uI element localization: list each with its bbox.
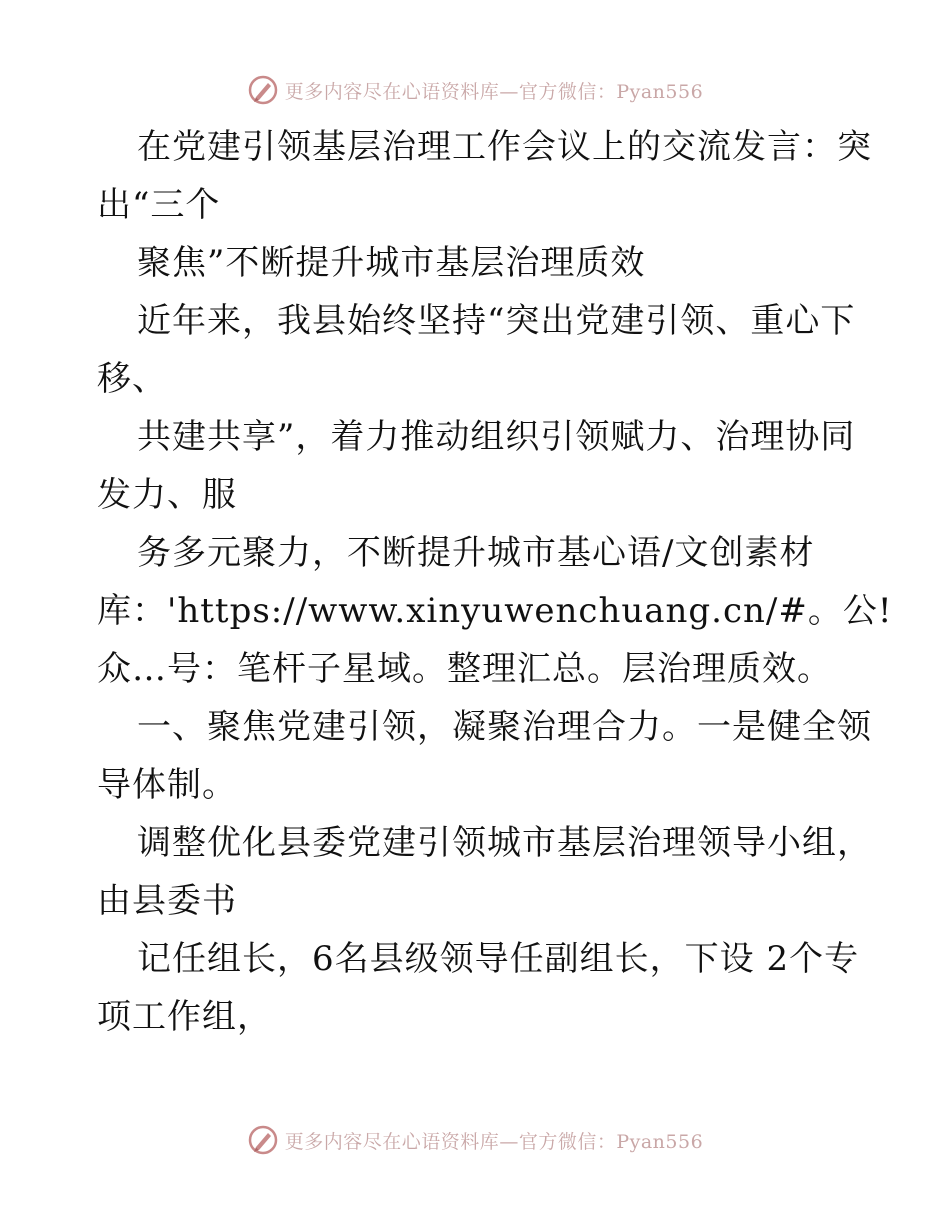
section-heading-line: 一、聚焦党建引领，凝聚治理合力。一是健全领 (137, 707, 872, 747)
title-line-2: 出“三个 (97, 185, 221, 225)
paragraph-line: 记任组长，6名县级领导任副组长，下设 2个专 (137, 939, 860, 979)
paragraph-line: 导体制。 (97, 765, 237, 805)
paragraph-line: 众…号：笔杆子星域。整理汇总。层治理质效。 (97, 649, 832, 689)
paragraph-line: 移、 (97, 359, 167, 399)
watermark-wechat-id: Pyan556 (616, 1130, 704, 1153)
watermark-official-label: 官方微信： (518, 1130, 617, 1153)
watermark-wechat-id: Pyan556 (616, 80, 704, 103)
paragraph-line: 调整优化县委党建引领城市基层治理领导小组， (137, 823, 872, 863)
paragraph-line: 近年来，我县始终坚持“突出党建引领、重心下 (137, 301, 856, 341)
watermark-site: 更多内容尽在心语资料库 (284, 1130, 500, 1153)
paragraph-line: 共建共享”，着力推动组织引领赋力、治理协同 (137, 417, 856, 457)
title-line-1: 在党建引领基层治理工作会议上的交流发言：突 (137, 127, 872, 167)
watermark-dash: — (499, 80, 519, 103)
pen-logo-icon (247, 1124, 279, 1156)
paragraph-line: 务多元聚力，不断提升城市基心语/文创素材 (137, 533, 815, 573)
watermark-official-label: 官方微信： (518, 80, 617, 103)
document-body (97, 118, 893, 1046)
title-line-3: 聚焦”不断提升城市基层治理质效 (137, 243, 646, 283)
header-watermark (0, 70, 950, 110)
watermark-dash: — (499, 1130, 519, 1153)
paragraph-line: 发力、服 (97, 475, 237, 515)
paragraph-line: 由县委书 (97, 881, 237, 921)
watermark-text (285, 1127, 703, 1154)
paragraph-line: 项工作组， (97, 997, 272, 1037)
watermark-site: 更多内容尽在心语资料库 (284, 80, 500, 103)
watermark-text (285, 77, 703, 104)
pen-logo-icon (247, 74, 279, 106)
footer-watermark (0, 1120, 950, 1160)
paragraph-line-url: 库：'https://www.xinyuwenchuang.cn/#。公! (97, 591, 893, 631)
